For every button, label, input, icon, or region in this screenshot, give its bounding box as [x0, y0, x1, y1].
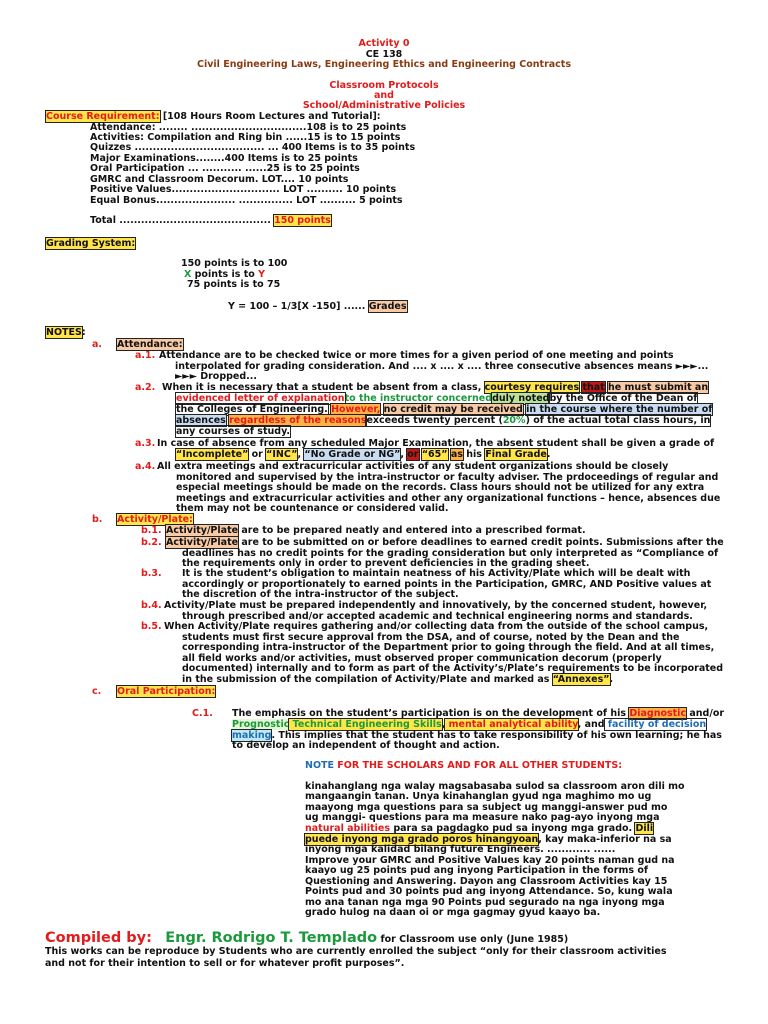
a1-line-2: interpolated for grading consideration. And .... x .... x .... three consecutive absences means ►►►... — [175, 361, 709, 372]
req-item-gmrc: GMRC and Classroom Decorum. LOT.... 10 points — [90, 174, 349, 185]
a3-incomplete: “Incomplete” — [176, 449, 249, 460]
c1-making: making — [232, 730, 272, 741]
a3-final-grade: Final Grade — [485, 449, 547, 460]
subtitle-and: and — [374, 90, 394, 101]
a1-line-1: Attendance are to be checked twice or more times for a given period of one meeting and points — [159, 350, 674, 361]
a3-or-1: or — [248, 449, 267, 460]
a3-comma-2: , — [400, 449, 408, 460]
footer-line-3: and not for their intention to sell or for whatever profit purposes”. — [45, 958, 405, 969]
b1-line — [166, 525, 586, 536]
oral-participation-title: Oral Participation: — [117, 686, 216, 697]
a3-dot: . — [546, 449, 551, 460]
a2-exceeds-a: exceeds twenty percent ( — [366, 415, 503, 426]
a2-absences: absences — [176, 415, 226, 426]
a3-or-2: or — [407, 449, 419, 460]
a3-his: his — [462, 449, 486, 460]
a4-line-2: monitored and supervised by the intra-instructor or faculty adviser. The prdoceedings of regular and — [176, 472, 719, 483]
grading-row-1: 150 points is to 100 — [181, 258, 288, 269]
b5-line-1: When Activity/Plate requires gathering and/or collecting data from the outside of the school campus, — [164, 621, 709, 632]
note-rest: FOR THE SCHOLARS AND FOR ALL OTHER STUDENTS: — [334, 760, 622, 771]
a2-duly-noted: duly noted — [492, 393, 550, 404]
section-c-letter: c. — [92, 686, 102, 697]
req-item-attendance: Attendance: ........ ................................108 is to 25 points — [90, 122, 407, 133]
a3-comma: , — [297, 449, 305, 460]
b5-line-4: all field works and/or activities, must observed proper communication decorum (properly — [182, 653, 662, 664]
a2-line-3 — [176, 404, 712, 415]
activity-plate-title: Activity/Plate: — [117, 514, 193, 525]
requirements-label-rest: [108 Hours Room Lectures and Tutorial]: — [162, 111, 381, 122]
grading-x: X — [184, 269, 192, 280]
a2-courtesy: courtesy requires — [484, 382, 580, 393]
c1-prognostic: Prognostic — [232, 719, 290, 730]
req-item-oral: Oral Participation ... ........... ......25 is to 25 points — [90, 163, 360, 174]
b5-line-5: documented) internally and to form as part of the Activity’s/Plate’s requirements to be incorporated — [182, 663, 724, 674]
b3-line-2: accordingly or proportionately to earned points in the Participation, GMRC, AND Positive values at — [182, 579, 712, 590]
req-item-quizzes: Quizzes .................................... ... 400 Items is to 35 points — [90, 142, 416, 153]
b4-number: b.4. — [141, 600, 162, 611]
b5-number: b.5. — [141, 621, 162, 632]
a2-exceeds-b: ) of the actual total class hours, in — [525, 415, 711, 426]
b1-number: b.1. — [141, 525, 162, 536]
a4-line-1: All extra meetings and extracurricular activities of any student organizations should be closely — [157, 461, 669, 472]
a2-in-the-course: in the course where the number of — [526, 404, 713, 415]
a4-line-3: especial meetings should be made on the records. Class hours should not be utilized for any extra — [176, 482, 705, 493]
a3-inc: “INC” — [266, 449, 298, 460]
grading-y: Y — [258, 269, 265, 280]
compiled-label: Compiled by: — [45, 930, 152, 946]
a4-line-4: meetings and extracurricular activities and other any organizational functions – hence, absences due — [176, 493, 721, 504]
b3-number: b.3. — [141, 568, 162, 579]
grading-formula — [228, 301, 407, 312]
c1-technical: Technical Engineering Skills — [289, 719, 442, 730]
a2-must: he must submit an — [608, 382, 709, 393]
c1-text: The emphasis on the student’s participation is on the development of his — [232, 708, 630, 719]
b5-dot: . — [609, 674, 614, 685]
c1-line-1 — [232, 708, 724, 719]
c1-line-2 — [232, 719, 706, 730]
formula-grades-box: Grades — [368, 301, 407, 312]
b2-number: b.2. — [141, 537, 162, 548]
scholars-line-8: Improve your GMRC and Positive Values kay 20 points naman gud na — [305, 855, 675, 866]
c1-and: , and — [577, 719, 605, 730]
b2-line-1 — [166, 537, 724, 548]
a3-number: a.3. — [135, 438, 156, 449]
a3-line-2 — [176, 449, 550, 460]
a4-number: a.4. — [135, 461, 156, 472]
b1-box: Activity/Plate — [166, 525, 239, 536]
scholars-note-heading — [305, 760, 622, 771]
a2-any-courses: any courses of study. — [176, 426, 290, 437]
a2-number: a.2. — [135, 382, 156, 393]
b2-text: are to be submitted on or before deadlines to earned credit points. Submissions after the — [238, 537, 724, 548]
formula-text: Y = 100 – 1/3[X -150] ...... — [228, 301, 369, 312]
a2-to-instructor: to the instructor concerned — [344, 393, 493, 404]
note-word: NOTE — [305, 760, 334, 771]
requirements-heading — [46, 111, 381, 122]
a2-line-2 — [176, 393, 697, 404]
scholars-line-6-text: , kay maka-inferior na sa — [538, 834, 672, 845]
b5-line-2: students must first secure approval from the DSA, and of course, noted by the Dean and the — [182, 632, 680, 643]
scholars-line-2: mangaangin tanan. Unya kinahanglan gyud nga maghimo mo ug — [305, 791, 652, 802]
scholars-line-9: kaayo ug 25 points pud ang inyong Participation in the forms of — [305, 865, 649, 876]
c1-diagnostic: Diagnostic — [629, 708, 687, 719]
puede-highlight: puede inyong mga grado poros hinangyoan — [305, 834, 539, 845]
requirements-total — [90, 215, 331, 226]
c1-andor: and/or — [686, 708, 725, 719]
a2-regardless: regardless of the reasons — [229, 415, 367, 426]
a2-that: that — [582, 382, 605, 393]
notes-heading — [46, 327, 86, 338]
c1-facility: facility of decision — [604, 719, 707, 730]
a2-however: However, — [331, 404, 381, 415]
section-c-title — [117, 686, 215, 697]
scholars-line-11: Points pud and 30 points pud ang inyong Attendance. So, kung wala — [305, 886, 673, 897]
footer-line-2: This works can be reproduce by Students who are currently enrolled the subject “only for their classroom activities — [45, 946, 667, 957]
c1-line-4: to develop an independent of thought and action. — [232, 740, 500, 751]
a3-as: as — [450, 449, 463, 460]
a3-line-1: In case of absence from any scheduled Major Examination, the absent student shall be given a grade of — [157, 438, 715, 449]
scholars-line-3: maayong mga questions para sa subject ug manggi-answer pud mo — [305, 802, 668, 813]
grading-label: Grading System: — [46, 238, 136, 249]
scholars-line-7: inyong mga kalidad bilang future Engineers. ............ ...... — [305, 844, 616, 855]
total-value: 150 points — [274, 215, 331, 226]
author-name: Engr. Rodrigo T. Templado — [165, 930, 378, 946]
requirements-label: Course Requirement: — [46, 111, 160, 122]
a2-line-1 — [162, 382, 708, 393]
course-code: CE 138 — [365, 49, 403, 60]
a4-line-5: them may not be countenance or considered valid. — [176, 503, 449, 514]
b3-line-3: the discretion of the intra-instructor of the subject. — [182, 589, 459, 600]
b5-line-6 — [182, 674, 613, 685]
subtitle-policies: School/Administrative Policies — [302, 100, 466, 111]
scholars-line-10: Questioning and Answering. Dayon ang Classroom Activities kay 15 — [305, 876, 668, 887]
req-item-activities: Activities: Compilation and Ring bin ......15 is to 15 points — [90, 132, 401, 143]
grading-row2-mid: points is to — [191, 269, 259, 280]
a2-by-office: by the Office of the Dean of — [549, 393, 698, 404]
scholars-line-5-text: para sa pagdagko pud sa inyong mga grado. — [390, 823, 636, 834]
section-a-letter: a. — [92, 339, 103, 350]
a2-colleges: the Colleges of Engineering. — [176, 404, 328, 415]
classroom-use: for Classroom use only (June 1985) — [380, 934, 569, 945]
c1-number: C.1. — [192, 708, 213, 719]
b5-line-3: corresponding intra-instructor of the Department prior to going through the field. And at all times, — [182, 642, 715, 653]
scholars-line-5 — [305, 823, 653, 834]
b4-line-2: through prescribed and/or accepted academic and technical engineering norms and standards. — [182, 611, 693, 622]
b2-box: Activity/Plate — [166, 537, 239, 548]
b5-annexes: “Annexes” — [552, 674, 610, 685]
activity-title: Activity 0 — [358, 38, 410, 49]
b2-line-2: deadlines has no credit points for the grading consideration but only interpreted as “Compliance of — [182, 548, 719, 559]
a3-65: “65” — [421, 449, 448, 460]
c1-comma: , — [441, 719, 446, 730]
section-b-letter: b. — [92, 514, 103, 525]
a2-text: When it is necessary that a student be absent from a class, — [162, 382, 482, 393]
natural-abilities: natural abilities — [305, 823, 391, 834]
req-item-major-exams: Major Examinations........400 Items is to 25 points — [90, 153, 358, 164]
scholars-line-4: ug manggi- questions para ma measure nako pag-ayo inyong mga — [305, 812, 660, 823]
req-item-bonus: Equal Bonus...................... ............... LOT .......... 5 points — [90, 195, 403, 206]
course-title: Civil Engineering Laws, Engineering Ethics and Engineering Contracts — [196, 59, 572, 70]
dili-highlight: Dili — [635, 823, 654, 834]
a2-line-5 — [176, 426, 290, 437]
c1-mental: mental analytical ability — [445, 719, 578, 730]
notes-colon: : — [81, 327, 86, 338]
b1-text: are to be prepared neatly and entered into a prescribed format. — [238, 525, 586, 536]
b2-line-3: the requirements only in order to prevent deficiencies in the grading sheet. — [182, 558, 590, 569]
req-item-values: Positive Values.............................. LOT .......... 10 points — [90, 184, 397, 195]
b4-line-1: Activity/Plate must be prepared independently and innovatively, by the concerned student, however, — [164, 600, 708, 611]
b3-line-1: It is the student’s obligation to maintain neatness of his Activity/Plate which will be dealt with — [182, 568, 691, 579]
a1-line-3: ►►► Dropped... — [175, 371, 257, 382]
total-label: Total .......................................... — [90, 215, 275, 226]
scholars-line-12: mo ana tanan nga mga 90 Points pud segurado na nga inyong mga — [305, 897, 665, 908]
a1-number: a.1. — [135, 350, 156, 361]
a2-no-credit: no credit may be received — [383, 404, 523, 415]
section-b-title — [117, 514, 193, 525]
a2-exceeds — [366, 415, 710, 426]
a2-twenty-percent: 20% — [502, 415, 526, 426]
a2-line-4 — [176, 415, 710, 426]
b5-text: in the submission of the compilation of Activity/Plate and marked as — [182, 674, 553, 685]
section-a-title — [117, 339, 183, 350]
grading-heading — [46, 238, 135, 249]
subtitle-protocols: Classroom Protocols — [329, 80, 439, 91]
attendance-title: Attendance: — [117, 339, 183, 350]
grading-row-3: 75 points is to 75 — [187, 279, 281, 290]
a2-evidenced: evidenced letter of explanation — [176, 393, 345, 404]
scholars-line-1: kinahanglang nga walay magsabasaba sulod sa classroom aron dili mo — [305, 781, 685, 792]
notes-label: NOTES — [46, 327, 82, 338]
a3-no-grade: “No Grade or NG” — [304, 449, 401, 460]
scholars-line-13: grado hulog na daan oi or mga gagmay gyud kaayo ba. — [305, 907, 601, 918]
c1-text-3: . This implies that the student has to take responsibility of his own learning; he has — [271, 730, 722, 741]
